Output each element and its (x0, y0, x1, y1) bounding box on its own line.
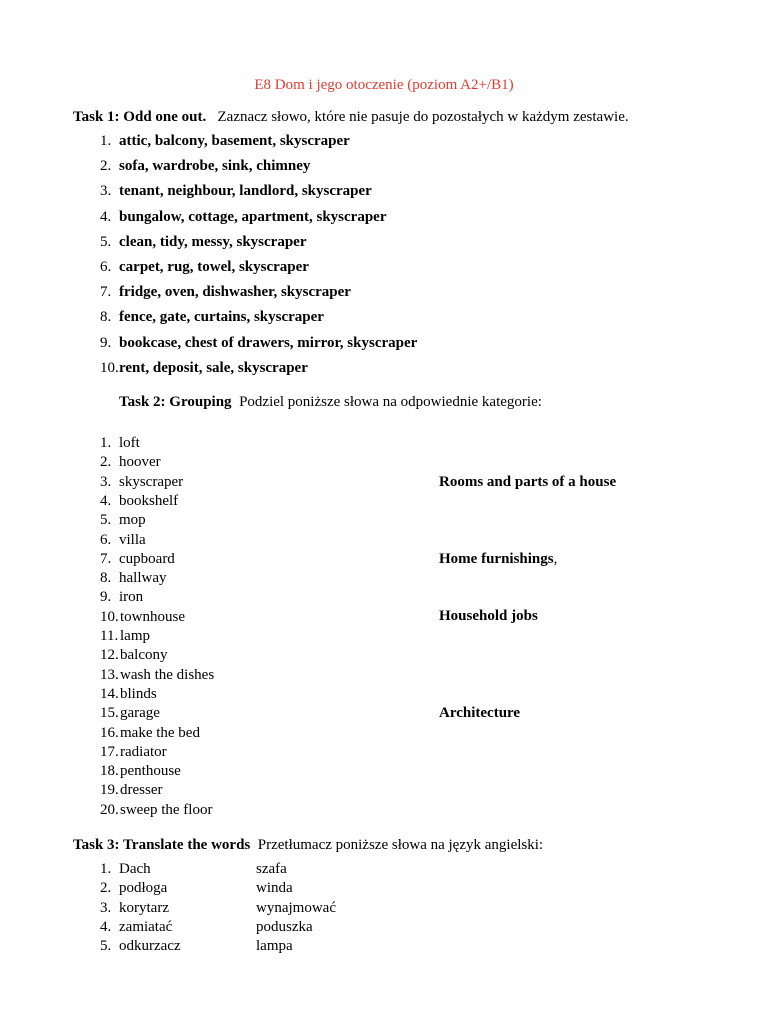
list-item-text: carpet, rug, towel, skyscraper (119, 259, 309, 275)
category-name: Home furnishings (439, 551, 554, 567)
list-item-number: 3. (100, 473, 112, 490)
list-item-number: 11. (100, 628, 119, 644)
translate-word: poduszka (256, 918, 313, 935)
list-item-number: 4. (100, 492, 112, 509)
list-item-text: korytarz (119, 899, 169, 916)
list-item-number: 4. (100, 208, 112, 225)
list-item-number: 14. (100, 685, 119, 702)
list-item-number: 4. (100, 918, 112, 935)
task2-header (119, 393, 542, 412)
translate-word: lampa (256, 938, 293, 955)
list-item-text: wash the dishes (120, 666, 215, 683)
list-item-text: penthouse (120, 763, 181, 780)
list-item-text: fridge, oven, dishwasher, skyscraper (119, 284, 351, 301)
list-item-number: 2. (100, 158, 112, 175)
list-item-number: 2. (100, 880, 112, 897)
list-item-text: sweep the floor (120, 801, 213, 818)
task3-heading: Task 3: Translate the words (73, 837, 251, 853)
page-title: E8 Dom i jego otoczenie (poziom A2+/B1) (254, 77, 514, 93)
list-item-number: 16. (100, 724, 119, 741)
list-item-number: 15. (100, 705, 119, 722)
list-item-text: townhouse (120, 608, 185, 625)
list-item-text: bungalow, cottage, apartment, skyscraper (119, 208, 387, 225)
list-item-text: Dach (119, 861, 151, 877)
list-item-text: attic, balcony, basement, skyscraper (119, 133, 350, 149)
task1-instruction: Zaznacz słowo, które nie pasuje do pozostałych w każdym zestawie. (217, 109, 629, 125)
list-item-number: 13. (100, 666, 119, 683)
list-item-text: bookcase, chest of drawers, mirror, skyscraper (119, 334, 418, 351)
list-item-number: 1. (100, 133, 112, 149)
task2-heading: Task 2: Grouping (119, 394, 232, 410)
list-item-text: zamiatać (119, 918, 173, 935)
list-item-number: 10. (100, 359, 119, 376)
list-item-number: 9. (100, 334, 112, 351)
list-item-text: mop (119, 512, 146, 529)
category-label (439, 607, 538, 626)
category-name: Rooms and parts of a house (439, 474, 617, 490)
list-item-text: podłoga (119, 880, 168, 897)
list-item-number: 7. (100, 550, 112, 567)
list-item-number: 6. (100, 259, 112, 275)
list-item-text: sofa, wardrobe, sink, chimney (119, 158, 311, 175)
list-item-number: 12. (100, 647, 119, 664)
task1-header (73, 108, 629, 127)
list-item-number: 8. (100, 309, 112, 326)
list-item-text: balcony (120, 647, 168, 664)
list-item-text: odkurzacz (119, 938, 181, 955)
list-item-text: tenant, neighbour, landlord, skyscraper (119, 183, 372, 200)
list-item-number: 17. (100, 743, 119, 760)
translate-word: wynajmować (256, 899, 336, 916)
list-item-text: blinds (120, 685, 157, 702)
list-item-number: 5. (100, 938, 112, 955)
task3-header (73, 836, 543, 855)
list-item-number: 18. (100, 763, 119, 780)
list-item-text: villa (119, 531, 146, 548)
list-item-text: radiator (120, 743, 167, 760)
task1-heading: Task 1: Odd one out. (73, 109, 207, 125)
list-item-number: 3. (100, 183, 112, 200)
list-item-number: 9. (100, 589, 112, 606)
list-item-number: 1. (100, 435, 112, 451)
list-item-text: hallway (119, 570, 167, 587)
category-label (439, 550, 557, 569)
list-item-text: bookshelf (119, 492, 179, 509)
list-item-text: rent, deposit, sale, skyscraper (119, 359, 308, 376)
list-item-number: 7. (100, 284, 112, 301)
list-item-text: dresser (120, 782, 163, 799)
list-item-text: clean, tidy, messy, skyscraper (119, 233, 307, 250)
list-item-number: 6. (100, 531, 112, 548)
list-item-number: 2. (100, 454, 112, 471)
list-item-number: 10. (100, 608, 119, 625)
list-item-number: 8. (100, 570, 112, 587)
list-item-text: iron (119, 589, 144, 606)
list-item-text: loft (119, 435, 140, 451)
list-item-number: 1. (100, 861, 112, 877)
category-label (439, 704, 520, 723)
task2-instruction: Podziel poniższe słowa na odpowiednie kategorie: (239, 394, 542, 410)
list-item-number: 20. (100, 801, 119, 818)
category-name: Household jobs (439, 608, 538, 624)
list-item-text: make the bed (120, 724, 200, 741)
list-item-number: 5. (100, 512, 112, 529)
list-item-text: garage (120, 705, 160, 722)
list-item-text: hoover (119, 454, 161, 471)
category-suffix: , (553, 551, 558, 567)
translate-word: szafa (256, 861, 287, 877)
list-item-text: lamp (120, 628, 150, 644)
list-item-text: cupboard (119, 550, 175, 567)
list-item-number: 5. (100, 233, 112, 250)
category-name: Architecture (439, 705, 521, 721)
list-item-number: 19. (100, 782, 119, 799)
translate-word: winda (256, 880, 293, 897)
task3-instruction: Przetłumacz poniższe słowa na język angielski: (257, 837, 544, 853)
list-item-number: 3. (100, 899, 112, 916)
list-item-text: skyscraper (119, 473, 184, 490)
list-item-text: fence, gate, curtains, skyscraper (119, 309, 324, 326)
category-label (439, 473, 616, 492)
